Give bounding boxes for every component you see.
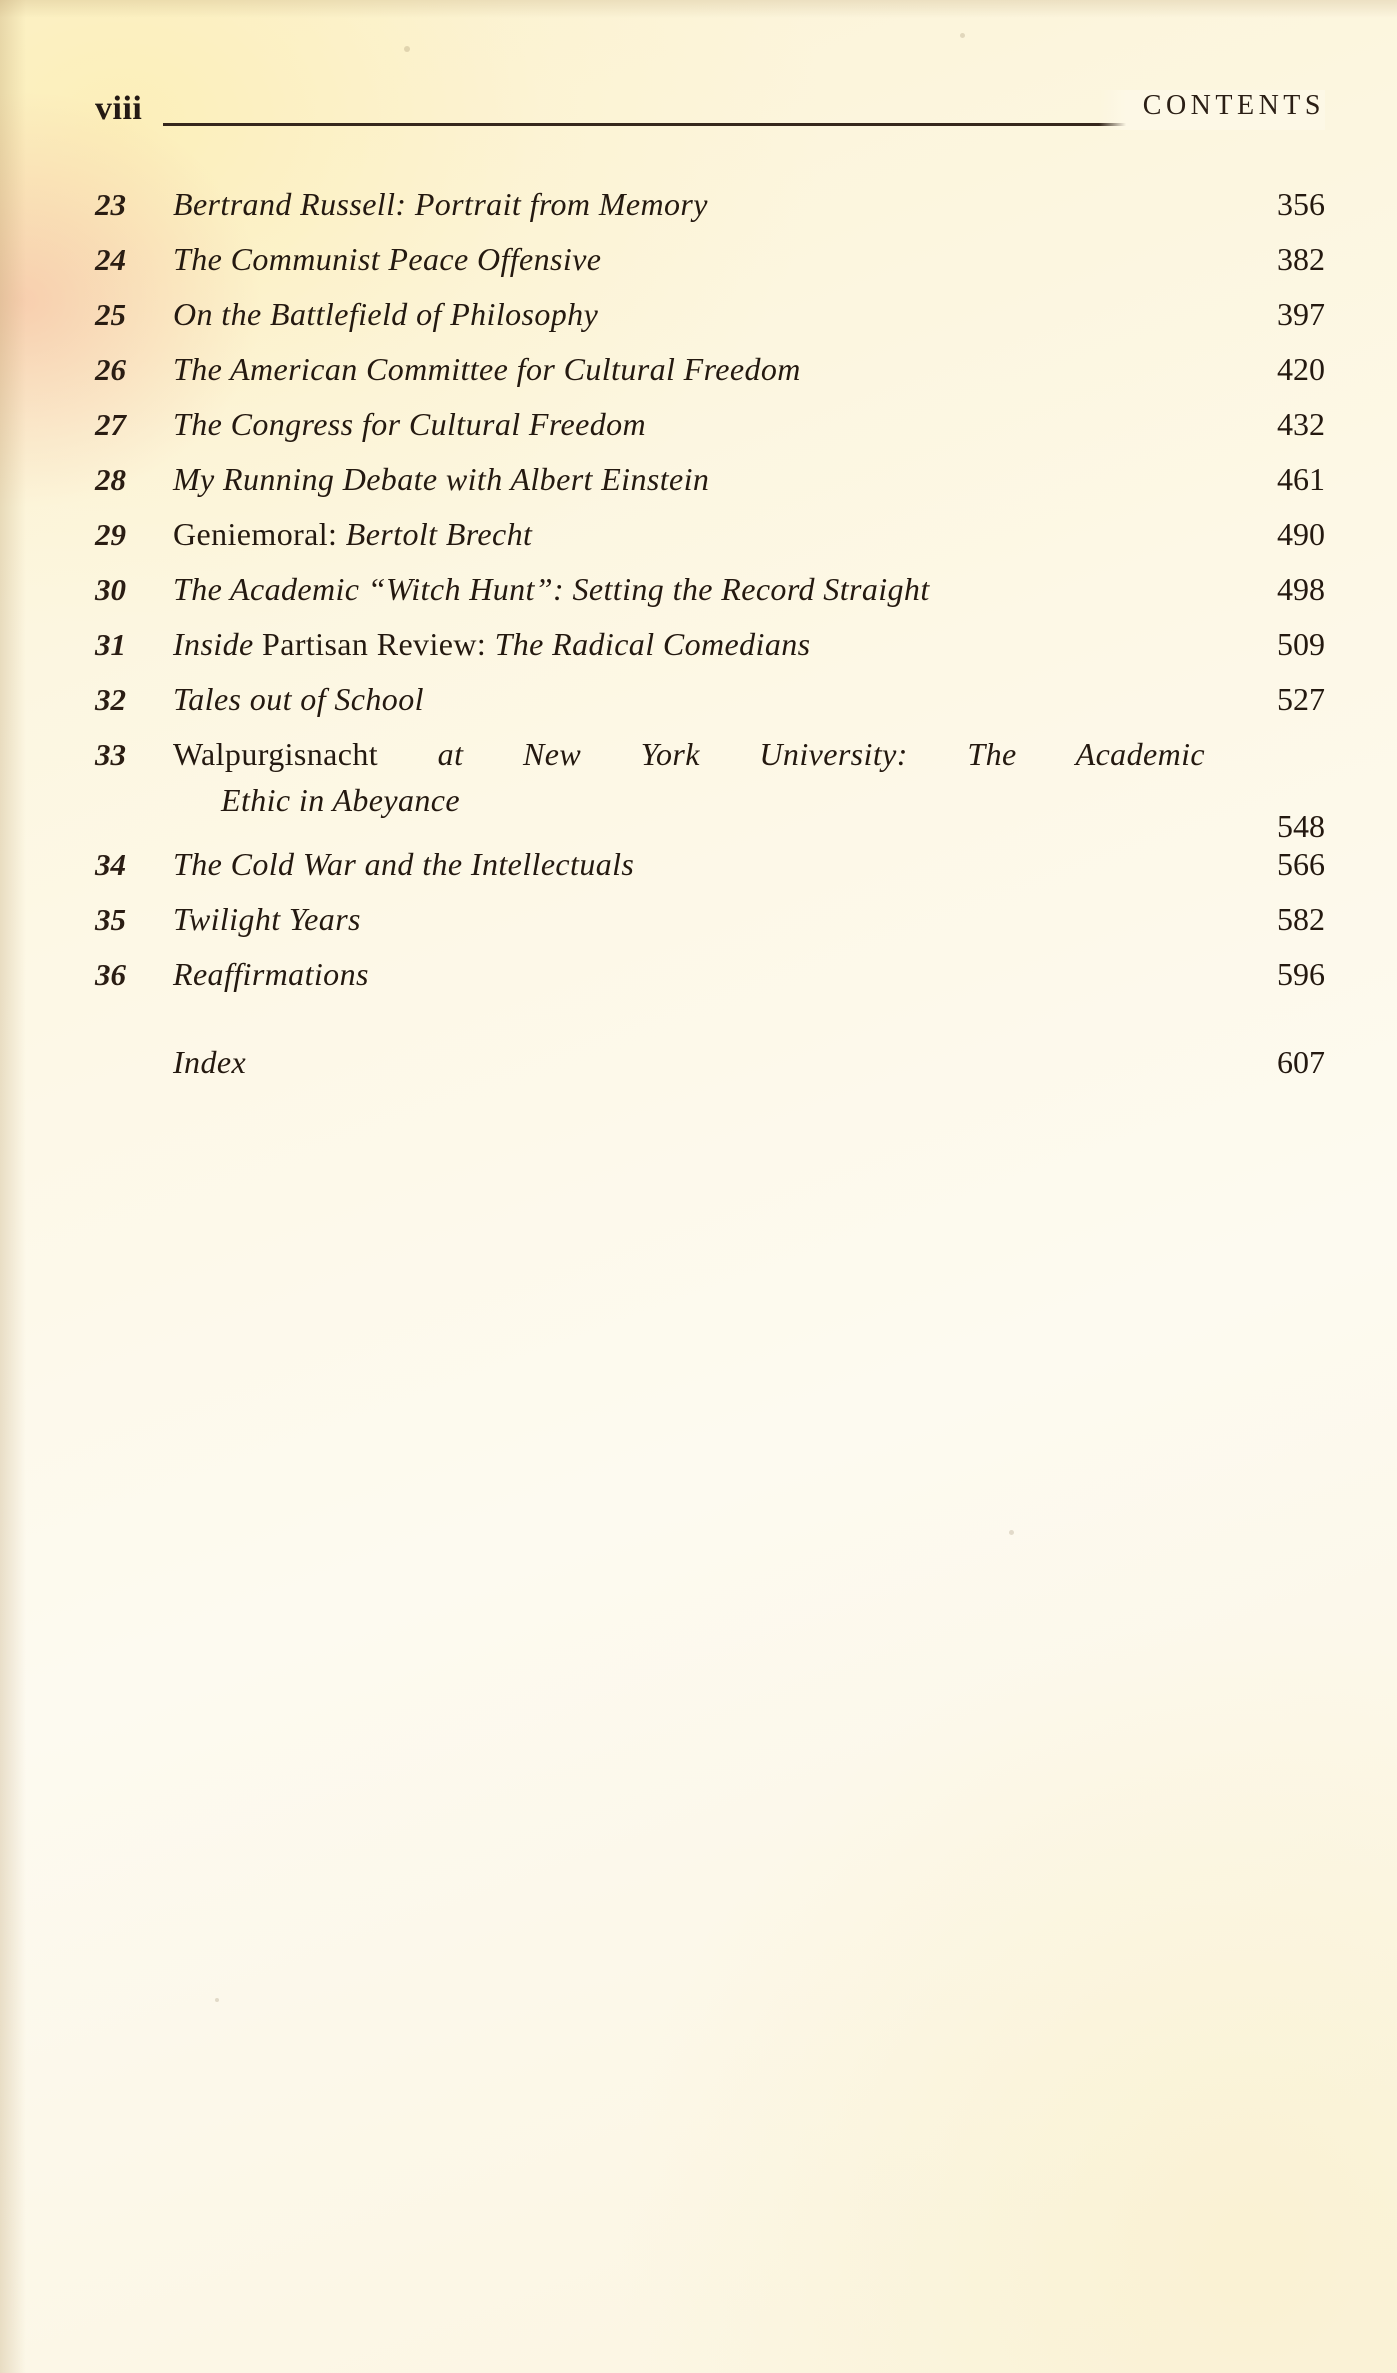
running-title: CONTENTS <box>1142 90 1325 121</box>
toc-entry[interactable] <box>95 405 1325 460</box>
toc-entry-page: 432 <box>1277 406 1325 442</box>
toc-entry-page: 490 <box>1277 516 1325 552</box>
toc-entry-number: 31 <box>95 627 126 662</box>
toc-entry-page: 356 <box>1277 186 1325 222</box>
toc-entry-number: 35 <box>95 902 126 937</box>
toc-entry-page: 382 <box>1277 241 1325 277</box>
toc-entry-page: 548 <box>1277 808 1325 844</box>
toc-entry-number: 27 <box>95 407 126 442</box>
toc-entry-title: Tales out of School <box>173 681 424 717</box>
toc-entry[interactable] <box>95 625 1325 680</box>
toc-entry-number: 28 <box>95 462 126 497</box>
toc-entry-title: The American Committee for Cultural Freedom <box>173 351 801 387</box>
toc-entry[interactable] <box>95 570 1325 625</box>
paper-speck <box>404 46 410 52</box>
toc-entry-title: Inside Partisan Review: The Radical Comedians <box>173 626 811 662</box>
toc-entry-title: Twilight Years <box>173 901 361 937</box>
page-edge-shadow-left <box>0 0 26 2373</box>
toc-entry[interactable] <box>95 680 1325 735</box>
toc-entry-number: 34 <box>95 847 126 882</box>
toc-entry-title: The Academic “Witch Hunt”: Setting the Record Straight <box>173 571 930 607</box>
toc-entry-number: 30 <box>95 572 126 607</box>
toc-entry[interactable] <box>95 735 1325 845</box>
toc-entry-page: 461 <box>1277 461 1325 497</box>
toc-entry[interactable] <box>95 900 1325 955</box>
paper-speck <box>215 1998 219 2002</box>
toc-entry[interactable] <box>95 185 1325 240</box>
toc-entry-page: 582 <box>1277 901 1325 937</box>
toc-entry-number <box>95 1071 173 1073</box>
toc-entry-page: 397 <box>1277 296 1325 332</box>
toc-entry-title: Reaffirmations <box>173 956 369 992</box>
toc-entry-page: 420 <box>1277 351 1325 387</box>
toc-entry-page: 498 <box>1277 571 1325 607</box>
paper-speck <box>1009 1530 1014 1535</box>
toc-entry[interactable] <box>95 515 1325 570</box>
toc-entry-number: 23 <box>95 187 126 222</box>
toc-entry-number: 25 <box>95 297 126 332</box>
page-folio: viii <box>95 90 143 127</box>
toc-entry-page: 566 <box>1277 846 1325 882</box>
toc-entry[interactable] <box>95 295 1325 350</box>
toc-entry-title: Geniemoral: Bertolt Brecht <box>173 516 533 552</box>
toc-entry-title: My Running Debate with Albert Einstein <box>173 461 710 497</box>
running-title-wrap <box>1099 90 1325 130</box>
toc-entry-title: The Congress for Cultural Freedom <box>173 406 647 442</box>
toc-entry-title: Walpurgisnacht at New York University: The Academic Ethic in Abeyance <box>173 736 1205 818</box>
toc-entry-title: On the Battlefield of Philosophy <box>173 296 599 332</box>
toc-entry-title: The Cold War and the Intellectuals <box>173 846 635 882</box>
toc-entry-page: 596 <box>1277 956 1325 992</box>
paper-speck <box>960 33 965 38</box>
toc-entry-number: 33 <box>95 737 126 772</box>
toc-entry-number: 29 <box>95 517 126 552</box>
toc-entry[interactable] <box>95 460 1325 515</box>
toc-entry[interactable] <box>95 350 1325 405</box>
toc-entry-index[interactable] <box>95 1044 1325 1099</box>
toc-entry-page: 509 <box>1277 626 1325 662</box>
toc-entry-page: 527 <box>1277 681 1325 717</box>
table-of-contents <box>95 185 1325 1099</box>
toc-entry[interactable] <box>95 240 1325 295</box>
toc-entry-number: 24 <box>95 242 126 277</box>
page-edge-shadow-top <box>0 0 1397 18</box>
toc-entry-title: Bertrand Russell: Portrait from Memory <box>173 186 708 222</box>
toc-entry-page: 607 <box>1277 1044 1325 1080</box>
running-head <box>95 90 1325 140</box>
toc-entry-number: 32 <box>95 682 126 717</box>
toc-entry-title: The Communist Peace Offensive <box>173 241 602 277</box>
toc-entry-number: 26 <box>95 352 126 387</box>
toc-entry-number: 36 <box>95 957 126 992</box>
toc-entry-title: Index <box>173 1044 247 1080</box>
toc-entry[interactable] <box>95 845 1325 900</box>
toc-entry[interactable] <box>95 955 1325 1010</box>
